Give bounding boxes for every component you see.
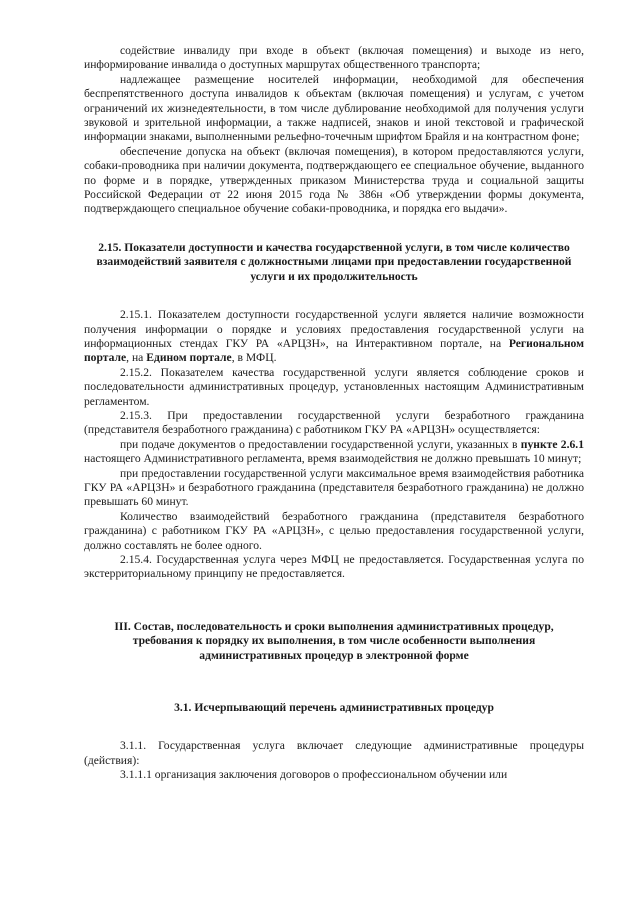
- bold-regional-portal: Региональном портале: [84, 336, 584, 365]
- section-heading-3-1: 3.1. Исчерпывающий перечень административных процедур: [174, 701, 494, 715]
- paragraph-guide-dog: обеспечение допуска на объект (включая помещения), в котором предоставляются услуги, собаки-проводника при наличии документа, подтверждающего ее специальное обучение, выданного по форме и в порядке, утвержденных приказом Министерства труда и социальной защиты Российской Федерации от 22 июня 2015 года № 386н «Об утверждении формы документа, подтверждающего специальное обучение собаки-проводника, и порядка его выдачи».: [84, 144, 584, 216]
- paragraph-information-placement: надлежащее размещение носителей информации, необходимой для обеспечения беспрепятственного доступа инвалидов к объектам (включая помещения) и услугам, с учетом ограничений их жизнедеятельности, в том числе дублирование необходимой для получения услуги звуковой и зрительной информации, а также надписей, знаков и иной текстовой и графической информации знаками, выполненными рельефно-точечным шрифтом Брайля и на контрастном фоне;: [84, 72, 584, 144]
- section-heading-2-15: 2.15. Показатели доступности и качества государственной услуги, в том числе количество взаимодействий заявителя с должностными лицами при предоставлении государственной услуги и их продолжительность: [96, 240, 572, 283]
- paragraph-3-1-1-1: 3.1.1.1 организация заключения договоров о профессиональном обучении или: [120, 768, 508, 782]
- bold-clause-reference: пункте 2.6.1: [520, 437, 584, 451]
- text-run: , в МФЦ.: [231, 351, 277, 365]
- text-run: 2.15.1. Показателем доступности государственной услуги является наличие возможности получения информации о порядке и условиях предоставления государственной услуги на информационных стендах ГКУ РА «АРЦЗН», на Интерактивном портале, на: [84, 308, 584, 350]
- paragraph-2-15-3-max-time: при предоставлении государственной услуги максимальное время взаимодействия работника ГКУ РА «АРЦЗН» и безработного гражданина (представителя безработного гражданина) не должно превышать 60 минут.: [84, 466, 584, 509]
- paragraph-2-15-4: 2.15.4. Государственная услуга через МФЦ не предоставляется. Государственная услуга по экстерриториальному принципу не предоставляется.: [84, 553, 584, 581]
- section-heading-III: III. Состав, последовательность и сроки выполнения административных процедур, требования к порядку их выполнения, в том числе особенности выполнения административных процедур в электронной форме: [114, 619, 554, 662]
- text-run: настоящего Административного регламента, время взаимодействия не должно превышать 10 минут;: [84, 452, 582, 466]
- paragraph-2-15-3: 2.15.3. При предоставлении государственной услуги безработного гражданина (представителя безработного гражданина) с работником ГКУ РА «АРЦЗН» осуществляется:: [84, 408, 584, 437]
- paragraph-2-15-3-count: Количество взаимодействий безработного гражданина (представителя безработного гражданина) с работником ГКУ РА «АРЦЗН», с целью предоставления государственной услуги, должно составлять не более одного.: [84, 509, 584, 552]
- paragraph-assistance: содействие инвалиду при входе в объект (включая помещения) и выходе из него, информирование инвалида о доступных маршрутах общественного транспорта;: [84, 44, 584, 72]
- paragraph-2-15-3-submission: [84, 438, 584, 467]
- paragraph-2-15-2: 2.15.2. Показателем качества государственной услуги является соблюдение сроков и последовательности административных процедур, установленных настоящим Административным регламентом.: [84, 365, 584, 408]
- paragraph-2-15-1: [84, 308, 584, 366]
- paragraph-3-1-1: 3.1.1. Государственная услуга включает следующие административные процедуры (действия):: [84, 739, 584, 767]
- text-run: , на: [126, 351, 147, 365]
- document-body: [84, 44, 584, 783]
- text-run: при подаче документов о предоставлении государственной услуги, указанных в: [120, 437, 521, 451]
- bold-unified-portal: Едином портале: [146, 351, 232, 365]
